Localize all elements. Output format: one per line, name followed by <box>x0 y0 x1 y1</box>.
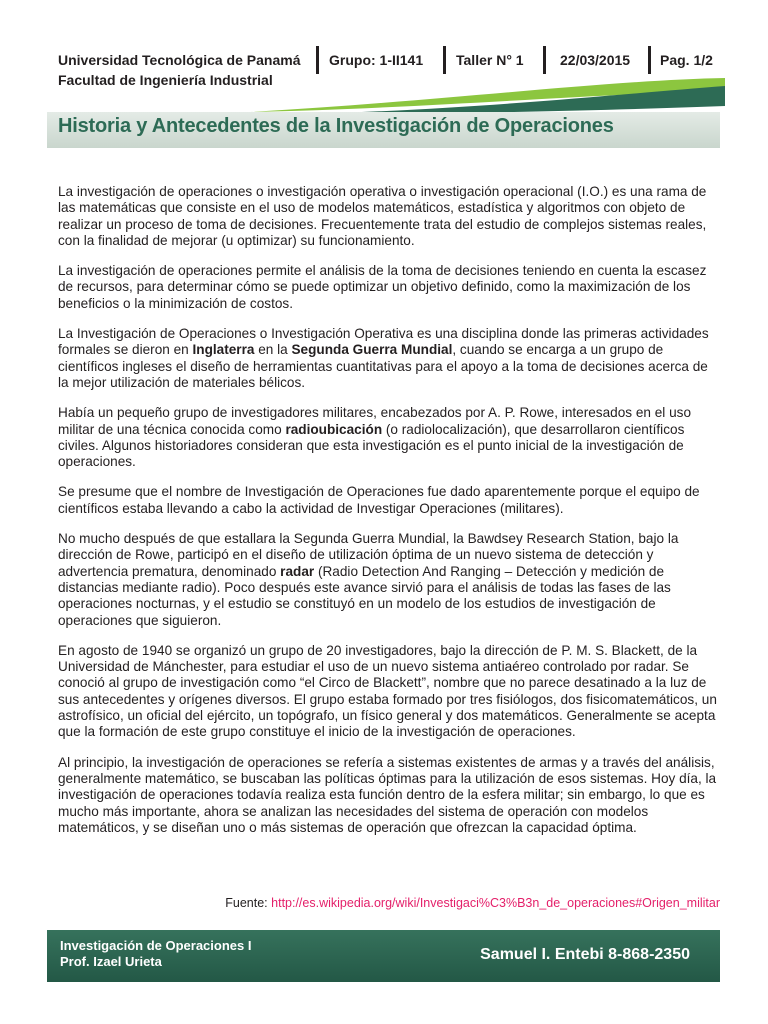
source-link[interactable]: http://es.wikipedia.org/wiki/Investigaci%C3%B3n_de_operaciones#Origen_militar <box>271 896 720 910</box>
paragraph-8: Al principio, la investigación de operaciones se refería a sistemas existentes de armas y a través del análisis, generalmente matemático, se buscaban las políticas óptimas para la utilización de esos sistemas. Hoy día, la investigación de operaciones todavía realiza esta función dentro de la esfera militar; sin embargo, lo que es mucho más importante, ahora se analizan las necesidades del sistema de operación con modelos matemáticos, y se diseñan uno o más sistemas de operación que ofrezcan la capacidad óptima. <box>58 754 717 835</box>
faculty-name: Facultad de Ingeniería Industrial <box>58 72 273 88</box>
text-span: en la <box>254 342 292 358</box>
paragraph-6 <box>58 531 722 629</box>
page-header <box>0 0 768 120</box>
paragraph-3 <box>58 326 722 391</box>
text-span: , cuando se encarga a un grupo de científicos ingleses el diseño de herramientas cuantitativas para el apoyo a la toma de decisiones acerca de la mejor utilización de materiales bélicos. <box>58 342 708 390</box>
group-code: Grupo: 1-II141 <box>329 52 424 68</box>
text-span: Había un pequeño grupo de investigadores militares, encabezados por A. P. Rowe, interesados en el uso militar de una técnica conocida como <box>58 405 692 437</box>
author-contact: Samuel I. Entebi 8-868-2350 <box>480 946 690 963</box>
bold-term-radioubicacion: radioubicación <box>285 421 383 437</box>
paragraph-4 <box>58 405 722 470</box>
page-title: Historia y Antecedentes de la Investigación de Operaciones <box>58 115 614 137</box>
source-citation <box>225 896 720 910</box>
text-span: (o radiolocalización), que desarrollaron científicos civiles. Algunos historiadores consideran que esta investigación es el punto inicial de la investigación de operaciones. <box>58 421 685 470</box>
paragraph-2: La investigación de operaciones permite el análisis de la toma de decisiones teniendo en cuenta la escasez de recursos, para determinar cómo se puede optimizar un objetivo definido, como la maximización de los beneficios o la minimización de costos. <box>58 263 707 311</box>
page-number: Pag. 1/2 <box>660 52 713 68</box>
bold-term-inglaterra: Inglaterra <box>192 342 255 358</box>
paragraph-5: Se presume que el nombre de Investigación de Operaciones fue dado aparentemente porque el equipo de científicos estaba llevando a cabo la actividad de Investigar Operaciones (militares). <box>58 484 700 516</box>
text-span: (Radio Detection And Ranging – Detección y medición de distancias mediante radio). Poco después este avance sirvió para el análisis de todas las fases de las operaciones nocturnas, y el estudio se constituyó en un modelo de los estudios de investigación de operaciones que siguieron. <box>58 563 671 628</box>
source-label: Fuente: <box>225 896 272 910</box>
course-name: Investigación de Operaciones I <box>60 938 252 953</box>
paragraph-1: La investigación de operaciones o investigación operativa o investigación operacional (I.O.) es una rama de las matemáticas que consiste en el uso de modelos matemáticos, estadística y algoritmos con objeto de realizar un proceso de toma de decisiones. Frecuentemente trata del estudio de complejos sistemas reales, con la finalidad de mejorar (u optimizar) su funcionamiento. <box>58 184 707 248</box>
date-label: 22/03/2015 <box>560 52 631 68</box>
text-span: La Investigación de Operaciones o Investigación Operativa es una disciplina donde las primeras actividades formales se dieron en <box>58 326 709 358</box>
paragraph-7: En agosto de 1940 se organizó un grupo de 20 investigadores, bajo la dirección de P. M. S. Blackett, de la Universidad de Mánchester, para estudiar el uso de un nuevo sistema antiaéreo controlado por radar. Se conoció al grupo de investigación como “el Circo de Blackett”, nombre que no parece desatinado a la luz de sus antecedentes y orígenes diversos. El grupo estaba formado por tres fisiólogos, dos fisicomatemáticos, un astrofísico, un oficial del ejército, un topógrafo, un físico general y dos matemáticos. Generalmente se acepta que la formación de este grupo constituye el inicio de la investigación de operaciones. <box>58 642 717 740</box>
bold-term-radar: radar <box>280 563 315 579</box>
professor-name: Prof. Izael Urieta <box>60 954 162 969</box>
text-span: No mucho después de que estallara la Segunda Guerra Mundial, la Bawdsey Research Station, bajo la dirección de Rowe, participó en el diseño de utilización óptima de un nuevo sistema de detección y advertencia prematura, denominado <box>58 531 679 579</box>
footer-course-info <box>60 938 251 970</box>
document-body <box>58 184 722 850</box>
university-name: Universidad Tecnológica de Panamá <box>58 52 301 68</box>
bold-term-segunda-guerra: Segunda Guerra Mundial <box>291 342 453 358</box>
workshop-number: Taller N° 1 <box>456 52 524 68</box>
